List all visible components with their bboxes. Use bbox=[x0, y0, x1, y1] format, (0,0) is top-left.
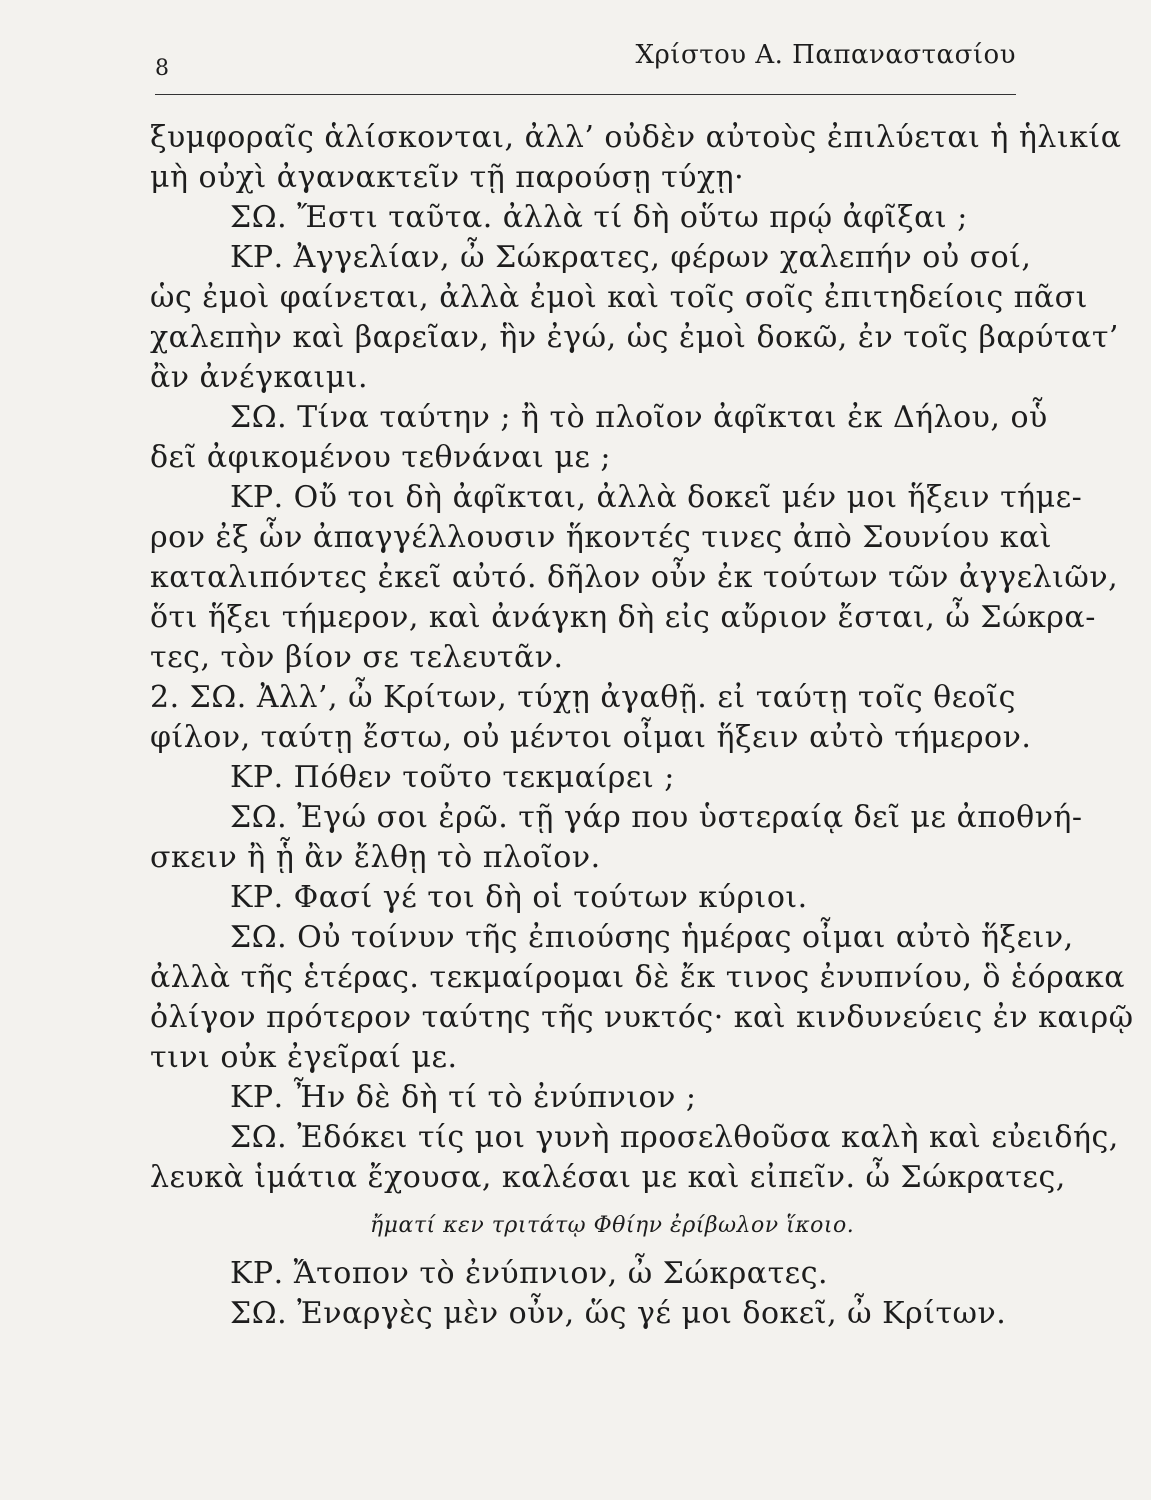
text-line: τες, τὸν βίον σε τελευτᾶν. bbox=[150, 640, 564, 675]
text-line: χαλεπὴν καὶ βαρεῖαν, ἣν ἐγώ, ὡς ἐμοὶ δοκῶ, ἐν τοῖς βαρύτατ’ bbox=[150, 320, 1119, 355]
text-line: ΚΡ. Φασί γέ τοι δὴ οἱ τούτων κύριοι. bbox=[230, 880, 808, 915]
text-line: φίλον, ταύτῃ ἔστω, οὐ μέντοι οἶμαι ἥξειν αὐτὸ τήμερον. bbox=[150, 720, 1032, 755]
text-line: ΚΡ. Οὔ τοι δὴ ἀφῖκται, ἀλλὰ δοκεῖ μέν μοι ἥξειν τήμε- bbox=[230, 480, 1083, 515]
text-line: ΣΩ. Ἐδόκει τίς μοι γυνὴ προσελθοῦσα καλὴ καὶ εὐειδής, bbox=[230, 1120, 1119, 1155]
text-line: ὅτι ἥξει τήμερον, καὶ ἀνάγκη δὴ εἰς αὔριον ἔσται, ὦ Σώκρα- bbox=[150, 600, 1096, 635]
text-line: ΣΩ. Ἐναργὲς μὲν οὖν, ὥς γέ μοι δοκεῖ, ὦ Κρίτων. bbox=[230, 1296, 1007, 1331]
text-line: ΚΡ. Ἀγγελίαν, ὦ Σώκρατες, φέρων χαλεπήν οὐ σοί, bbox=[230, 240, 1032, 275]
text-line: λευκὰ ἱμάτια ἔχουσα, καλέσαι με καὶ εἰπεῖν. ὦ Σώκρατες, bbox=[150, 1160, 1066, 1195]
text-line: ἀλλὰ τῆς ἑτέρας. τεκμαίρομαι δὲ ἔκ τινος ἐνυπνίου, ὃ ἑόρακα bbox=[150, 960, 1126, 995]
text-line: καταλιπόντες ἐκεῖ αὐτό. δῆλον οὖν ἐκ τούτων τῶν ἀγγελιῶν, bbox=[150, 560, 1119, 595]
text-line: ΣΩ. Ἔστι ταῦτα. ἀλλὰ τί δὴ οὕτω πρῴ ἀφῖξαι ; bbox=[230, 200, 968, 235]
text-line: 2. ΣΩ. Ἀλλ’, ὦ Κρίτων, τύχῃ ἀγαθῇ. εἰ ταύτῃ τοῖς θεοῖς bbox=[150, 680, 1016, 715]
dialogue-text bbox=[150, 118, 1134, 1334]
text-line: ΚΡ. Πόθεν τοῦτο τεκμαίρει ; bbox=[230, 760, 675, 795]
text-line: ξυμφοραῖς ἁλίσκονται, ἀλλ’ οὐδὲν αὐτοὺς ἐπιλύεται ἡ ἡλικία bbox=[150, 120, 1122, 155]
text-line: ὡς ἐμοὶ φαίνεται, ἀλλὰ ἐμοὶ καὶ τοῖς σοῖς ἐπιτηδείοις πᾶσι bbox=[150, 280, 1088, 315]
page-number: 8 bbox=[155, 56, 169, 81]
text-line: ρον ἐξ ὧν ἀπαγγέλλουσιν ἥκοντές τινες ἀπὸ Σουνίου καὶ bbox=[150, 520, 1053, 555]
text-line: ὀλίγον πρότερον ταύτης τῆς νυκτός· καὶ κινδυνεύεις ἐν καιρῷ bbox=[150, 1000, 1134, 1035]
text-line: ΣΩ. Τίνα ταύτην ; ἢ τὸ πλοῖον ἀφῖκται ἐκ Δήλου, οὗ bbox=[230, 400, 1048, 435]
text-line: τινι οὐκ ἐγεῖραί με. bbox=[150, 1040, 458, 1075]
running-head: Χρίστου Α. Παπαναστασίου bbox=[635, 40, 1016, 70]
text-line: μὴ οὐχὶ ἀγανακτεῖν τῇ παρούσῃ τύχῃ· bbox=[150, 160, 745, 195]
text-line: ΣΩ. Ἐγώ σοι ἐρῶ. τῇ γάρ που ὑστεραίᾳ δεῖ με ἀποθνή- bbox=[230, 800, 1083, 835]
text-line: δεῖ ἀφικομένου τεθνάναι με ; bbox=[150, 440, 612, 475]
text-line: ΚΡ. Ἦν δὲ δὴ τί τὸ ἐνύπνιον ; bbox=[230, 1080, 697, 1115]
text-line: σκειν ἢ ᾗ ἂν ἔλθῃ τὸ πλοῖον. bbox=[150, 840, 601, 875]
page-header bbox=[155, 38, 1016, 95]
text-line: ἂν ἀνέγκαιμι. bbox=[150, 360, 369, 395]
text-line: ΚΡ. Ἄτοπον τὸ ἐνύπνιον, ὦ Σώκρατες. bbox=[230, 1256, 829, 1291]
homeric-quote: ἤματί κεν τριτάτῳ Φθίην ἐρίβωλον ἵκοιο. bbox=[370, 1213, 855, 1238]
text-line: ΣΩ. Οὐ τοίνυν τῆς ἐπιούσης ἡμέρας οἶμαι αὐτὸ ἥξειν, bbox=[230, 920, 1074, 955]
